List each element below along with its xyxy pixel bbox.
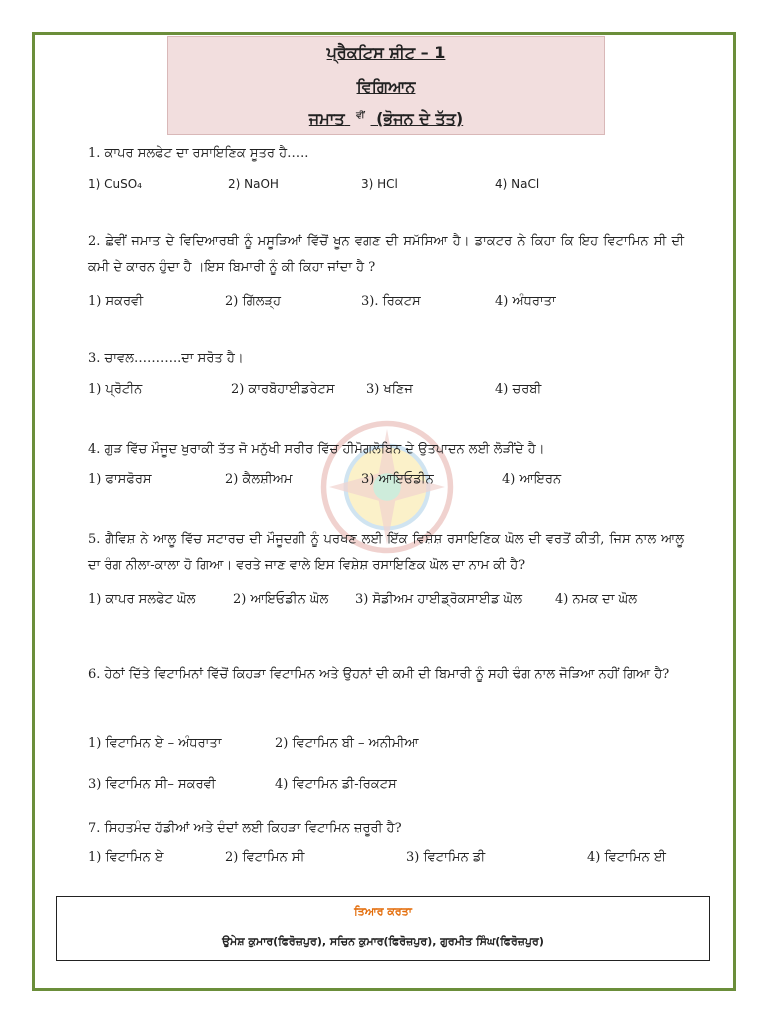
question-3: 3. ਚਾਵਲ………..ਦਾ ਸਰੋਤ ਹੈ।	[88, 351, 244, 366]
q6-option-4: 4) ਵਿਟਾਮਿਨ ਡੀ-ਰਿਕਟਸ	[275, 777, 397, 792]
q1-option-1: 1) CuSO₄	[88, 177, 142, 191]
subject-title: ਵਿਗਿਆਨ	[356, 77, 416, 96]
question-6: 6. ਹੇਠਾਂ ਦਿੱਤੇ ਵਿਟਾਮਿਨਾਂ ਵਿੱਚੋਂ ਕਿਹੜਾ ਵਿਟਾਮਿਨ ਅਤੇ ਉਹਨਾਂ ਦੀ ਕਮੀ ਦੀ ਬਿਮਾਰੀ ਨੂੰ ਸਹੀ ਢੰਗ ਨਾਲ ਜੋੜਿਆ ਨਹੀਂ ਗਿਆ ਹੈ?	[88, 667, 670, 682]
q5-option-3: 3) ਸੋਡੀਅਮ ਹਾਈਡ੍ਰੋਕਸਾਈਡ ਘੋਲ	[355, 592, 522, 607]
question-1: 1. ਕਾਪਰ ਸਲਫੇਟ ਦਾ ਰਸਾਇਣਿਕ ਸੂਤਰ ਹੈ…..	[88, 146, 309, 161]
q2-option-3: 3). ਰਿਕਟਸ	[361, 294, 421, 309]
chapter-title: (ਭੋਜਨ ਦੇ ਤੱਤ)	[376, 109, 464, 128]
q2-option-4: 4) ਅੰਧਰਾਤਾ	[495, 294, 556, 309]
q3-option-2: 2) ਕਾਰਬੋਹਾਈਡਰੇਟਸ	[231, 382, 335, 397]
q7-option-4: 4) ਵਿਟਾਮਿਨ ਈ	[587, 850, 666, 865]
question-5: 5. ਗੈਵਿਸ਼ ਨੇ ਆਲੂ ਵਿੱਚ ਸਟਾਰਚ ਦੀ ਮੌਜੂਦਗੀ ਨੂੰ ਪਰਖਣ ਲਈ ਇੱਕ ਵਿਸ਼ੇਸ਼ ਰਸਾਇਣਿਕ ਘੋਲ ਦੀ ਵਰਤੋਂ ਕੀਤੀ, ਜਿਸ ਨਾਲ ਆਲੂ ਦਾ ਰੰਗ ਨੀਲਾ-ਕਾਲਾ ਹੋ ਗਿਆ। ਵਰਤੇ ਜਾਣ ਵਾਲੇ ਇਸ ਵਿਸ਼ੇਸ਼ ਰਸਾਇਣਿਕ ਘੋਲ ਦਾ ਨਾਮ ਕੀ ਹੈ?	[88, 532, 684, 573]
question-2: 2. ਛੇਵੀਂ ਜਮਾਤ ਦੇ ਵਿਦਿਆਰਥੀ ਨੂੰ ਮਸੂੜਿਆਂ ਵਿੱਚੋਂ ਖੂਨ ਵਗਣ ਦੀ ਸਮੱਸਿਆ ਹੈ। ਡਾਕਟਰ ਨੇ ਕਿਹਾ ਕਿ ਇਹ ਵਿਟਾਮਿਨ ਸੀ ਦੀ ਕਮੀ ਦੇ ਕਾਰਨ ਹੁੰਦਾ ਹੈ ।ਇਸ ਬਿਮਾਰੀ ਨੂੰ ਕੀ ਕਿਹਾ ਜਾਂਦਾ ਹੈ ?	[88, 234, 684, 275]
class-label: ਜਮਾਤ	[308, 109, 345, 128]
q6-option-3: 3) ਵਿਟਾਮਿਨ ਸੀ– ਸਕਰਵੀ	[88, 777, 216, 792]
question-7: 7. ਸਿਹਤਮੰਦ ਹੱਡੀਆਂ ਅਤੇ ਦੰਦਾਂ ਲਈ ਕਿਹੜਾ ਵਿਟਾਮਿਨ ਜ਼ਰੂਰੀ ਹੈ?	[88, 821, 402, 836]
q1-option-3: 3) HCl	[361, 177, 398, 191]
q5-option-1: 1) ਕਾਪਰ ਸਲਫੇਟ ਘੋਲ	[88, 592, 196, 607]
q6-option-2: 2) ਵਿਟਾਮਿਨ ਬੀ – ਅਨੀਮੀਆ	[275, 736, 419, 751]
authors-line: ਉਮੇਸ਼ ਕੁਮਾਰ(ਫਿਰੋਜ਼ਪੁਰ), ਸਚਿਨ ਕੁਮਾਰ(ਫਿਰੋਜ਼ਪੁਰ), ਗੁਰਮੀਤ ਸਿੰਘ(ਫਿਰੋਜ਼ਪੁਰ)	[222, 935, 544, 948]
q6-option-1: 1) ਵਿਟਾਮਿਨ ਏ – ਅੰਧਰਾਤਾ	[88, 736, 222, 751]
q3-option-4: 4) ਚਰਬੀ	[495, 382, 542, 397]
title-box	[167, 36, 605, 135]
q2-option-2: 2) ਗਿੱਲੜ੍ਹ	[225, 294, 281, 309]
q4-option-2: 2) ਕੈਲਸ਼ੀਅਮ	[225, 472, 293, 487]
q3-option-1: 1) ਪ੍ਰੋਟੀਨ	[88, 382, 143, 397]
credits-box	[56, 896, 710, 961]
sheet-title: ਪ੍ਰੈਕਟਿਸ ਸ਼ੀਟ – 1	[326, 43, 446, 62]
prepared-by-label: ਤਿਆਰ ਕਰਤਾ	[354, 905, 412, 918]
q5-option-4: 4) ਨਮਕ ਦਾ ਘੋਲ	[555, 592, 638, 607]
q2-option-1: 1) ਸਕਰਵੀ	[88, 294, 144, 309]
q7-option-2: 2) ਵਿਟਾਮਿਨ ਸੀ	[225, 850, 305, 865]
q5-option-2: 2) ਆਇਓਡੀਨ ਘੋਲ	[233, 592, 329, 607]
q3-option-3: 3) ਖਣਿਜ	[366, 382, 413, 397]
q4-option-3: 3) ਆਇਓਡੀਨ	[361, 472, 434, 487]
q4-option-1: 1) ਫਾਸਫੋਰਸ	[88, 472, 152, 487]
q7-option-3: 3) ਵਿਟਾਮਿਨ ਡੀ	[406, 850, 486, 865]
question-4: 4. ਗੁੜ ਵਿੱਚ ਮੌਜੂਦ ਖੁਰਾਕੀ ਤੱਤ ਜੋ ਮਨੁੱਖੀ ਸਰੀਰ ਵਿੱਚ ਹੀਮੋਗਲੋਬਿਨ ਦੇ ਉਤਪਾਦਨ ਲਈ ਲੋੜੀਂਦੇ ਹੈ।	[88, 442, 545, 457]
q4-option-4: 4) ਆਇਰਨ	[502, 472, 562, 487]
class-number-sup: ਵੀਂ	[356, 110, 365, 121]
q1-option-4: 4) NaCl	[495, 177, 540, 191]
q1-option-2: 2) NaOH	[228, 177, 279, 191]
q7-option-1: 1) ਵਿਟਾਮਿਨ ਏ	[88, 850, 164, 865]
class-chapter-line	[168, 109, 604, 129]
